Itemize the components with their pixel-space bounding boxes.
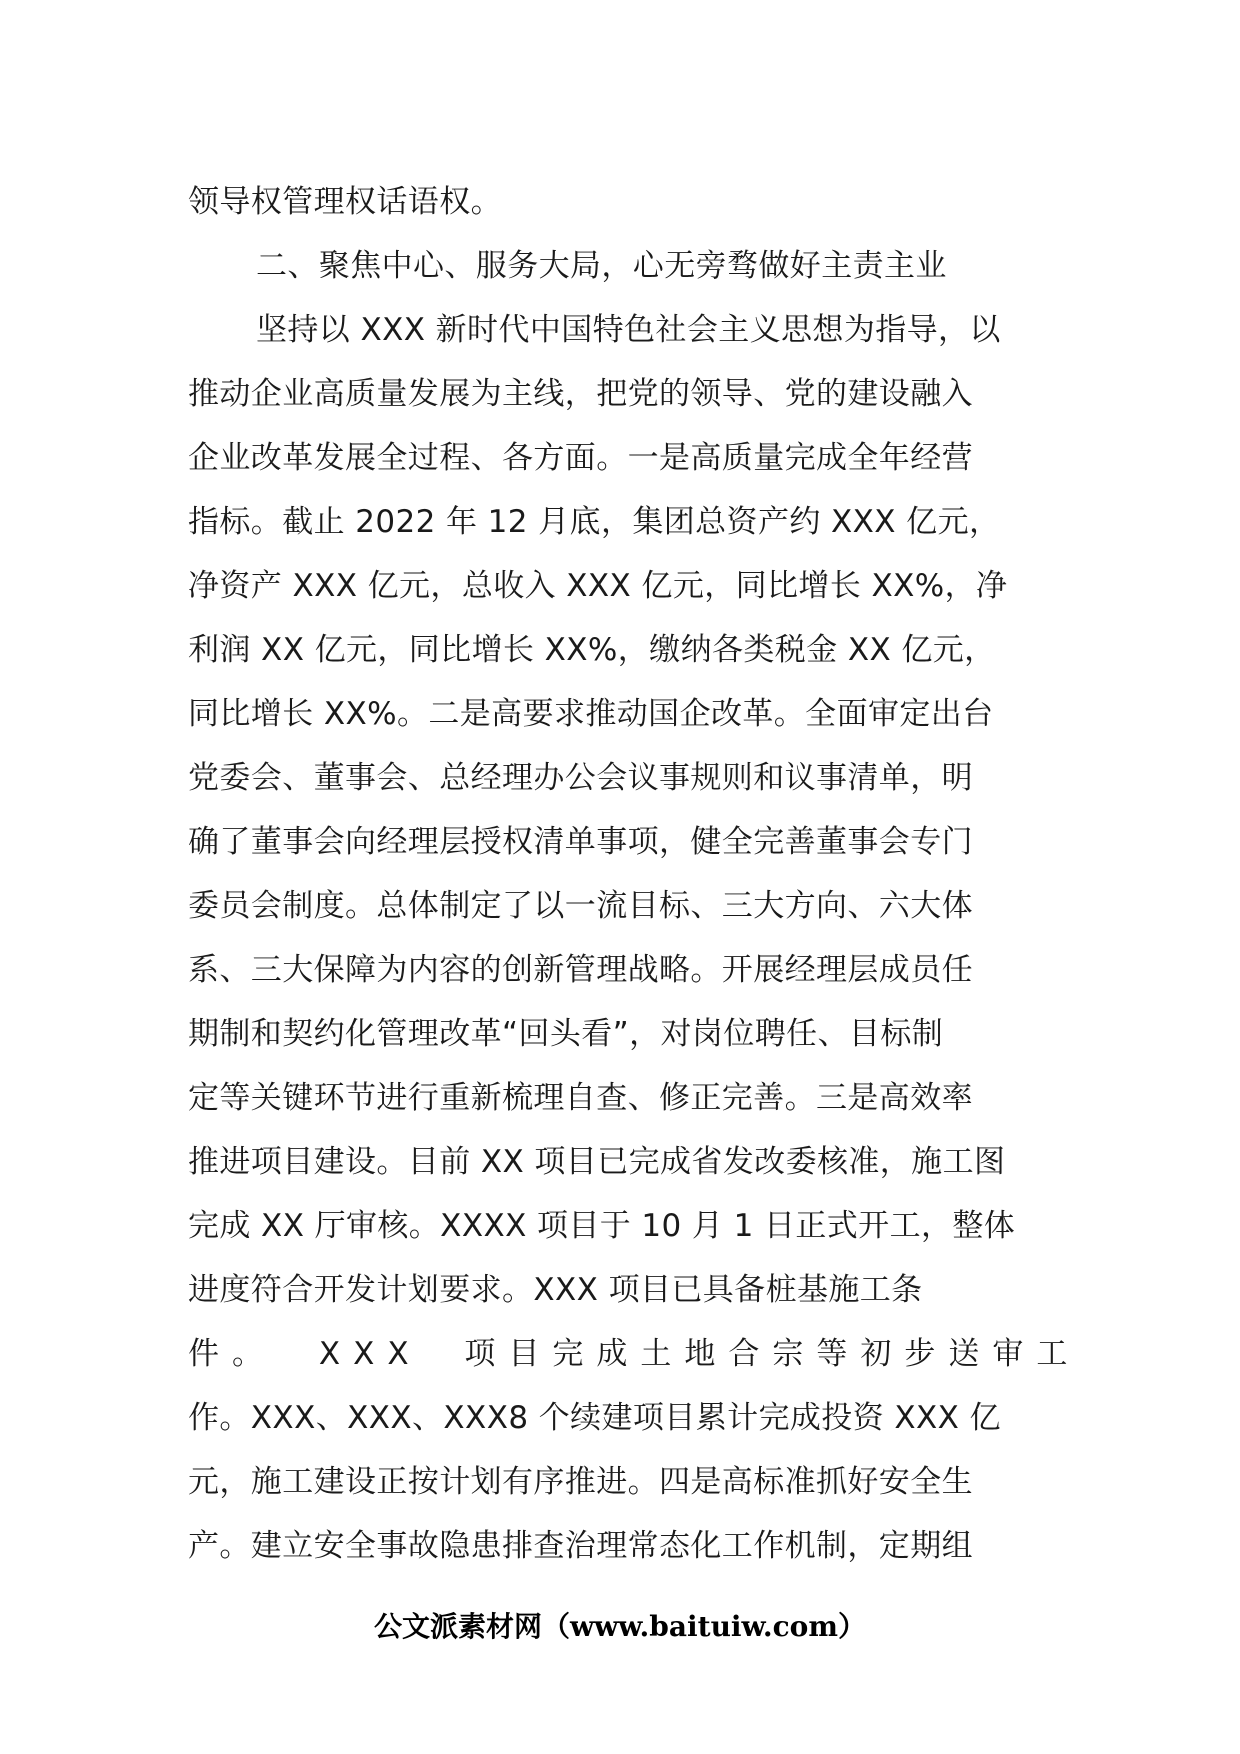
text-line: 坚持以 XXX 新时代中国特色社会主义思想为指导，以	[256, 312, 1001, 348]
text-line: 件。 XXX 项目完成土地合宗等初步送审工	[188, 1336, 1081, 1372]
text-line: 委员会制度。总体制定了以一流目标、三大方向、六大体	[188, 888, 973, 924]
text-line: 净资产 XXX 亿元，总收入 XXX 亿元，同比增长 XX%，净	[188, 568, 1008, 604]
text-line: 企业改革发展全过程、各方面。一是高质量完成全年经营	[188, 440, 973, 476]
text-line: 作。XXX、XXX、XXX8 个续建项目累计完成投资 XXX 亿	[188, 1400, 1001, 1436]
text-line: 元，施工建设正按计划有序推进。四是高标准抓好安全生	[188, 1464, 973, 1500]
text-line: 同比增长 XX%。二是高要求推动国企改革。全面审定出台	[188, 696, 994, 732]
document-body	[188, 170, 1081, 1578]
text-line: 进度符合开发计划要求。XXX 项目已具备桩基施工条	[188, 1272, 923, 1308]
text-line: 领导权管理权话语权。	[188, 184, 502, 220]
section-heading: 二、聚焦中心、服务大局，心无旁骛做好主责主业	[256, 248, 947, 284]
text-line: 完成 XX 厅审核。XXXX 项目于 10 月 1 日正式开工，整体	[188, 1208, 1016, 1244]
text-line: 推动企业高质量发展为主线，把党的领导、党的建设融入	[188, 376, 973, 412]
text-line: 定等关键环节进行重新梳理自查、修正完善。三是高效率	[188, 1080, 973, 1116]
footer-watermark: 公文派素材网（www.baituiw.com）	[374, 1610, 866, 1643]
text-line: 期制和契约化管理改革“回头看”，对岗位聘任、目标制	[188, 1016, 944, 1052]
text-line: 系、三大保障为内容的创新管理战略。开展经理层成员任	[188, 952, 973, 988]
text-line: 确了董事会向经理层授权清单事项，健全完善董事会专门	[188, 824, 973, 860]
text-line: 利润 XX 亿元，同比增长 XX%，缴纳各类税金 XX 亿元，	[188, 632, 996, 668]
text-line: 产。建立安全事故隐患排查治理常态化工作机制，定期组	[188, 1528, 973, 1564]
text-line: 指标。截止 2022 年 12 月底，集团总资产约 XXX 亿元，	[188, 504, 1001, 540]
text-line: 党委会、董事会、总经理办公会议事规则和议事清单，明	[188, 760, 973, 796]
text-line: 推进项目建设。目前 XX 项目已完成省发改委核准，施工图	[188, 1144, 1006, 1180]
